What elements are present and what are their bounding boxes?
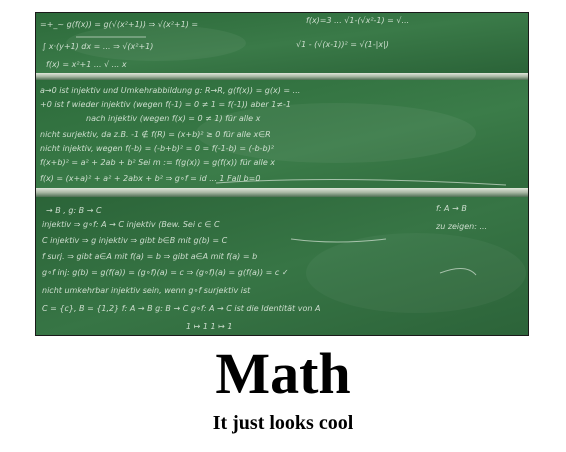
svg-text:f: A → B: f: A → B <box>436 204 467 213</box>
chalkboard-photo <box>35 12 529 336</box>
svg-text:→ B , g: B → C: → B , g: B → C <box>46 206 102 215</box>
svg-text:f surj. ⇒ gibt a∈A mit f(a) =: f surj. ⇒ gibt a∈A mit f(a) = b ⇒ gibt a∈A mit f(a) = b <box>42 252 258 261</box>
svg-text:nicht surjektiv, da z.B. -1 ∉: nicht surjektiv, da z.B. -1 ∉ f(R) = (x+b)² ≥ 0 für alle x∈R <box>40 130 271 139</box>
svg-text:+0 ist f wieder injektiv (wege: +0 ist f wieder injektiv (wegen f(-1) = 0 ≠ 1 = f(-1)) aber 1≠-1 <box>40 100 291 109</box>
svg-text:nicht injektiv, wegen f(-b) =: nicht injektiv, wegen f(-b) = (-b+b)² = 0 = f(-1-b) = (-b-b)² <box>40 144 274 153</box>
svg-text:1 ↦ 1 1 ↦ 1: 1 ↦ 1 1 ↦ 1 <box>186 322 233 331</box>
svg-text:∫ x·(y+1) dx = ... ⇒ √(x²+1): ∫ x·(y+1) dx = ... ⇒ √(x²+1) <box>42 42 154 51</box>
svg-text:injektiv ⇒ g∘f: A → C injektiv: injektiv ⇒ g∘f: A → C injektiv (Bew. Sei c ∈ C <box>42 220 220 229</box>
board-ledge-1 <box>36 73 529 80</box>
poster-subtitle: It just looks cool <box>212 412 354 434</box>
svg-text:√1 - (√(x-1))² = √(1-|x|): √1 - (√(x-1))² = √(1-|x|) <box>296 40 389 49</box>
svg-text:zu zeigen: ...: zu zeigen: ... <box>436 222 488 231</box>
svg-text:=+_~ g(f(x)) = g(√(x²+1)) ⇒ √(: =+_~ g(f(x)) = g(√(x²+1)) ⇒ √(x²+1) = <box>40 20 199 29</box>
svg-text:f(x+b)² = a² + 2ab + b² Sei: f(x+b)² = a² + 2ab + b² Sei m := f(g(x)) = g(f(x)) für alle x <box>40 158 276 167</box>
svg-text:nach injektiv (wegen f(x) = 0: nach injektiv (wegen f(x) = 0 ≠ 1) für alle x <box>86 114 261 123</box>
svg-text:C injektiv ⇒ g injektiv ⇒: C injektiv ⇒ g injektiv ⇒ gibt b∈B mit g(b) = C <box>42 236 228 245</box>
board-ledge-2 <box>36 188 529 197</box>
svg-text:f(x) = x²+1 ... √ ... x: f(x) = x²+1 ... √ ... x <box>46 60 127 69</box>
svg-text:f(x) = (x+a)² + a² + 2abx + b²: f(x) = (x+a)² + a² + 2abx + b² ⇒ g∘f = id ... 1 Fall b=0 <box>40 174 261 183</box>
svg-text:g∘f inj: g(b) = g(f(a)) = (g∘f: g∘f inj: g(b) = g(f(a)) = (g∘f)(a) = c ⇒ (g∘f)(a) = g(f(a)) = c ✓ <box>42 268 289 277</box>
poster-title: Math <box>215 341 351 406</box>
svg-text:f(x)=3 ... √1-(√x²-1) = √...: f(x)=3 ... √1-(√x²-1) = √... <box>306 16 410 25</box>
svg-text:a→0 ist injektiv und Umkehrabb: a→0 ist injektiv und Umkehrabbildung g: R→R, g(f(x)) = g(x) = ... <box>40 86 301 95</box>
svg-text:C = {c}, B = {1,2} f: A → B: C = {c}, B = {1,2} f: A → B g: B → C g∘f: A → C ist die Identität von A <box>42 304 321 313</box>
svg-text:nicht umkehrbar injektiv sein,: nicht umkehrbar injektiv sein, wenn g∘f surjektiv ist <box>42 286 251 295</box>
